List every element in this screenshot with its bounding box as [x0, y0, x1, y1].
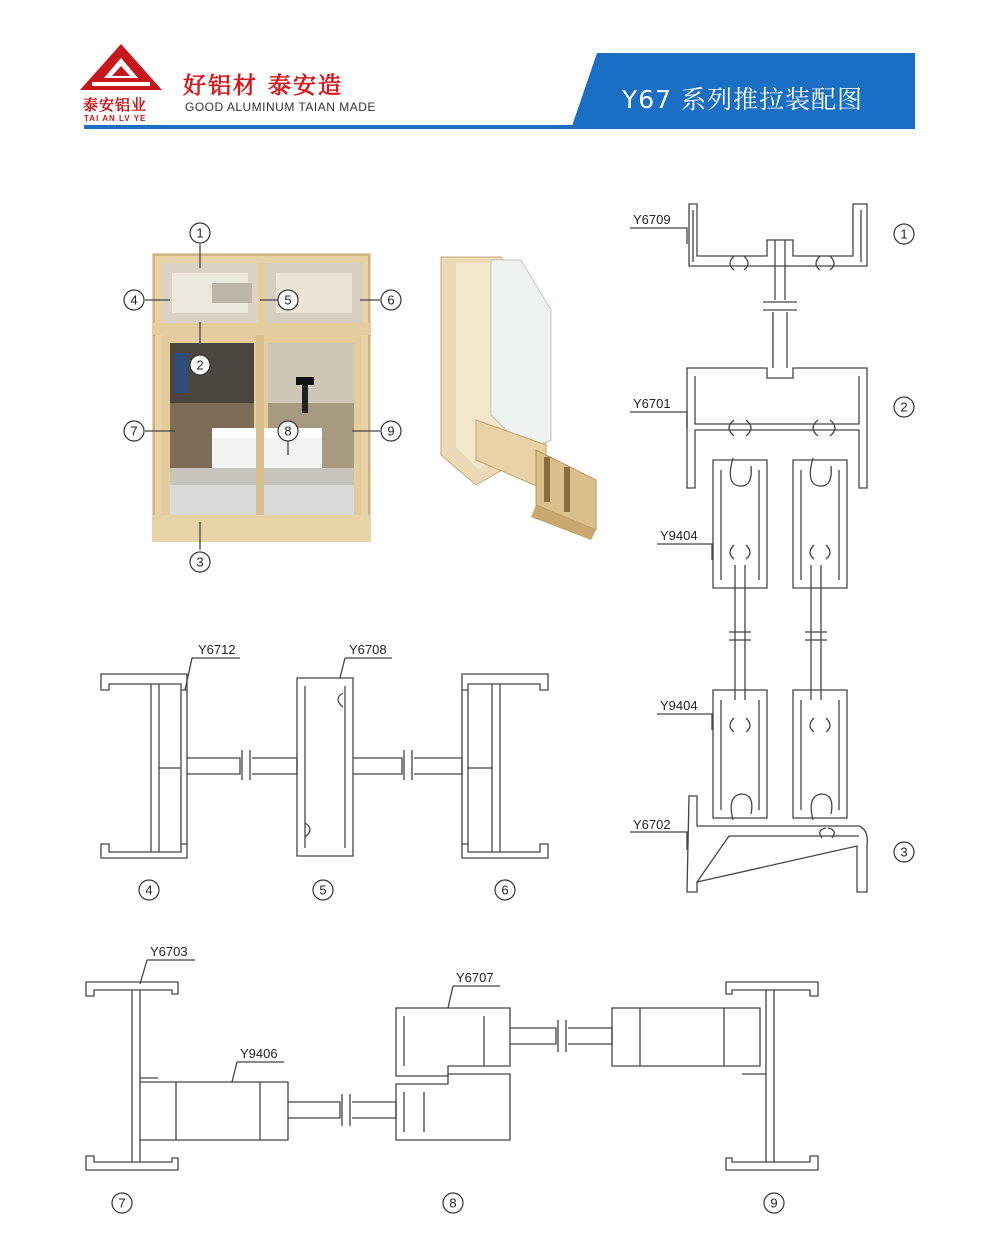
brand-name-cn: 泰安铝业: [83, 96, 148, 114]
profile-label-y6701: Y6701: [633, 396, 671, 411]
callout-3-label: 3: [196, 554, 204, 570]
callout-9-section-label: 9: [770, 1195, 778, 1211]
profile-label-y6708: Y6708: [349, 642, 387, 657]
profile-label-y9404-upper: Y9404: [660, 528, 698, 543]
callout-6-section-label: 6: [501, 882, 509, 898]
profile-label-y6707: Y6707: [456, 970, 494, 985]
callout-1-section-label: 1: [900, 226, 908, 242]
profile-label-y6709: Y6709: [633, 212, 671, 227]
brand-name-en: TAI AN LV YE: [84, 114, 147, 123]
profile-label-y9404-lower: Y9404: [660, 698, 698, 713]
slogan-cn: 好铝材 泰安造: [183, 73, 344, 99]
callout-6-label: 6: [387, 292, 395, 308]
callout-4-section-label: 4: [145, 882, 153, 898]
callout-9-label: 9: [387, 423, 395, 439]
callout-3-section-label: 3: [900, 844, 908, 860]
callout-5-label: 5: [284, 292, 292, 308]
profile-label-y6712: Y6712: [198, 642, 236, 657]
profile-label-y9406: Y9406: [240, 1046, 278, 1061]
callout-8-label: 8: [284, 423, 292, 439]
slogan-en: GOOD ALUMINUM TAIAN MADE: [185, 100, 376, 114]
callout-2-label: 2: [196, 357, 204, 373]
callout-2-section-label: 2: [900, 399, 908, 415]
callout-8-section-label: 8: [449, 1195, 457, 1211]
callout-5-section-label: 5: [319, 882, 327, 898]
callout-1-label: 1: [196, 225, 204, 241]
profile-label-y6702: Y6702: [633, 817, 671, 832]
callout-4-label: 4: [130, 292, 138, 308]
page-title: Y67 系列推拉装配图: [622, 85, 864, 114]
profile-label-y6703: Y6703: [150, 944, 188, 959]
callout-7-section-label: 7: [118, 1195, 126, 1211]
callout-7-label: 7: [130, 423, 138, 439]
